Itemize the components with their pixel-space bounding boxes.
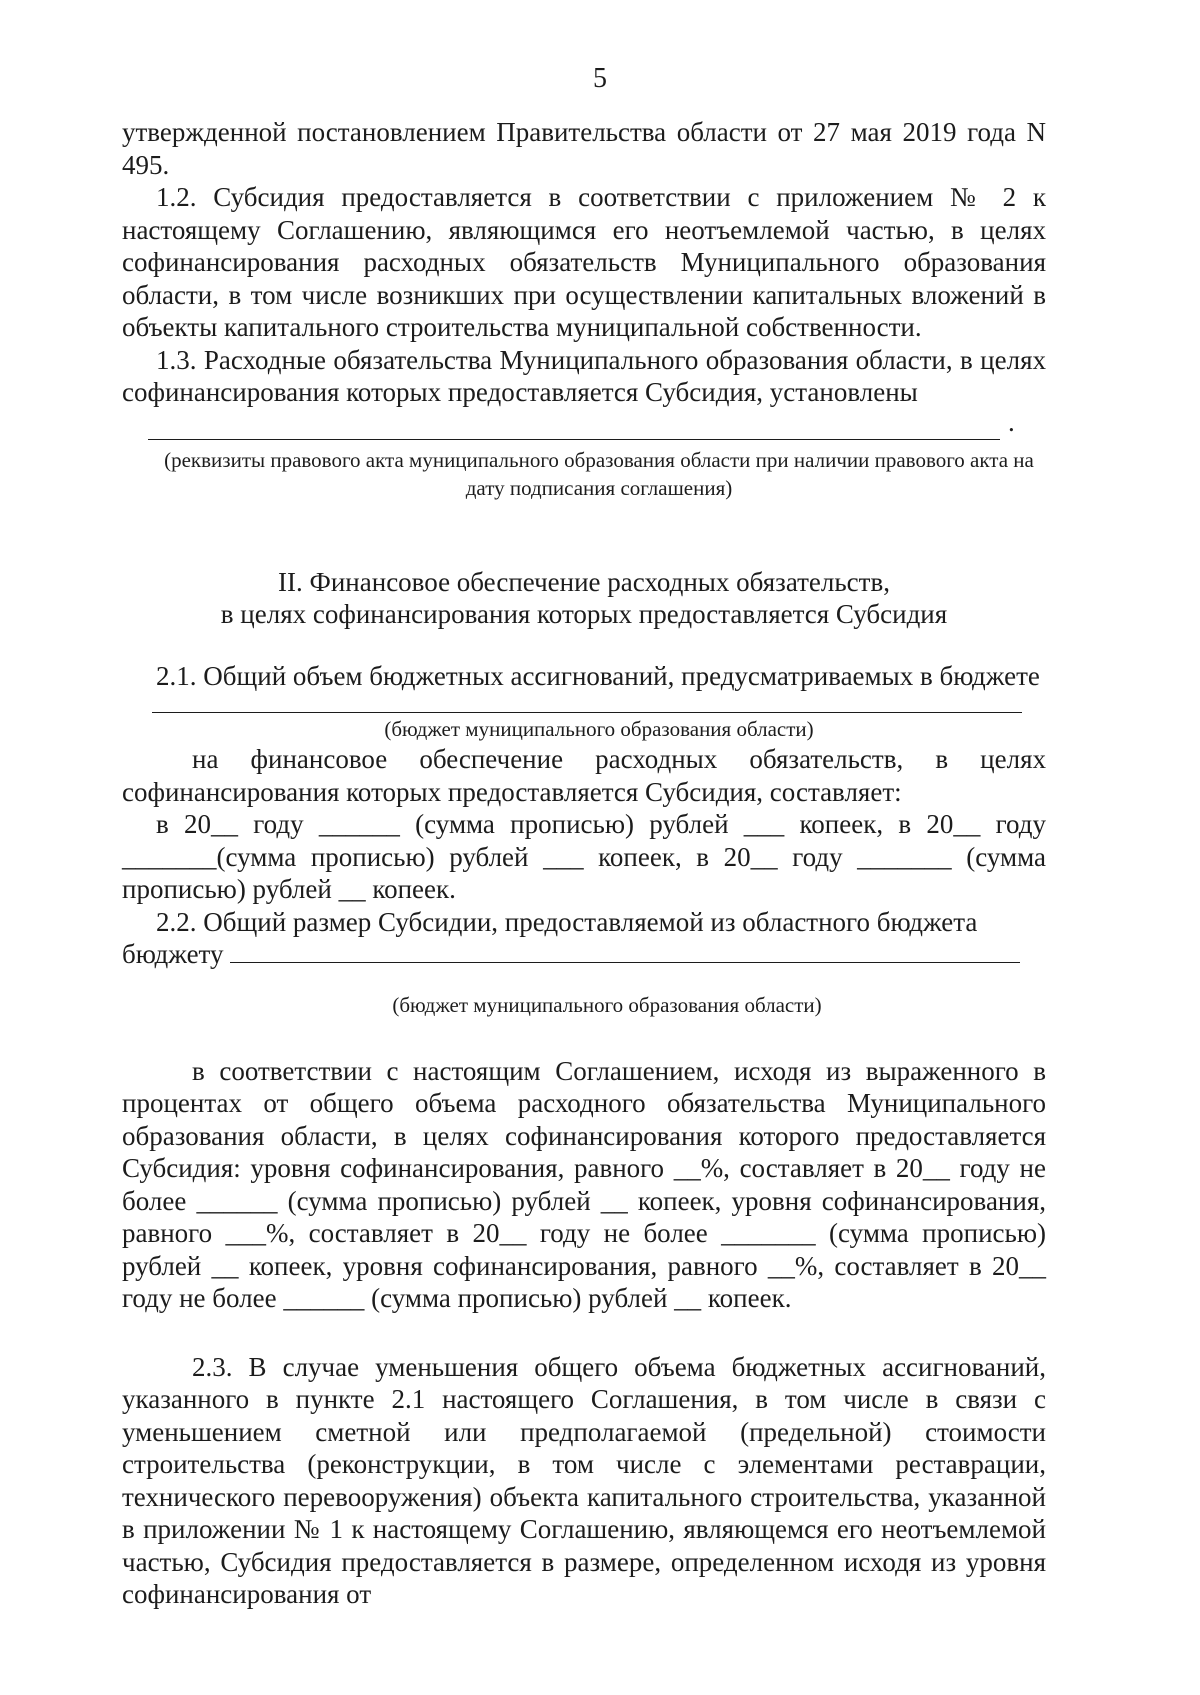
page-number: 5 [593,63,607,94]
paragraph-2-2-word: бюджету [122,939,224,969]
fill-in-line-legal-act [148,409,1000,440]
paragraph-1-3: 1.3. Расходные обязательства Муниципального образования области, в целях софинансирования которых предоставляется Субсидия, установлены [122,344,1046,407]
fill-in-line-recipient-budget [230,940,1020,963]
paragraph-intro: утвержденной постановлением Правительства области от 27 мая 2019 года N 495. [122,117,1046,180]
caption-recipient-budget: (бюджет муниципального образования области) [392,992,822,1017]
paragraph-1-2: 1.2. Субсидия предоставляется в соответствии с приложением № 2 к настоящему Соглашению, являющимся его неотъемлемой частью, в целях софинансирования расходных обязательств Муниципального образования области, в том числе возникших при осуществлении капитальных вложений в объекты капитального строительства муниципальной собственности. [122,182,1046,342]
paragraph-2-1-years: в 20__ году ______ (сумма прописью) рублей ___ копеек, в 20__ году _______(сумма прописью) рублей ___ копеек, в 20__ году _______ (сумма прописью) рублей __ копеек. [122,809,1046,904]
paragraph-2-2: 2.2. Общий размер Субсидии, предоставляемой из областного бюджета [156,906,978,937]
caption-legal-act: (реквизиты правового акта муниципального образования области при наличии правового акта на дату подписания соглашения) [164,447,1034,500]
document-body [122,116,1046,1611]
section-heading-line-2: в целях софинансирования которых предоставляется Субсидия [220,598,948,629]
paragraph-2-3: 2.3. В случае уменьшения общего объема бюджетных ассигнований, указанного в пункте 2.1 настоящего Соглашения, в том числе в связи с уменьшением сметной или предполагаемой (предельной) стоимости строительства (реконструкции, в том числе с элементами реставрации, технического перевооружения) объекта капитального строительства, указанной в приложении № 1 к настоящему Соглашению, являющемся его неотъемлемой частью, Субсидия предоставляется в размере, определенном исходя из уровня софинансирования от [122,1351,1046,1609]
paragraph-2-1: 2.1. Общий объем бюджетных ассигнований, предусматриваемых в бюджете [156,660,1040,691]
paragraph-2-2-line [122,938,1046,971]
fill-in-line-municipal-budget [152,692,1022,713]
paragraph-2-1-continuation: на финансовое обеспечение расходных обязательств, в целях софинансирования которых предоставляется Субсидия, составляет: [122,744,1046,807]
caption-municipal-budget: (бюджет муниципального образования области) [384,717,814,741]
section-heading-line-1: II. Финансовое обеспечение расходных обязательств, [278,566,890,597]
fill-in-line-end-dot: . [1008,406,1015,437]
paragraph-2-2-continuation: в соответствии с настоящим Соглашением, исходя из выраженного в процентах от общего объема расходного обязательства Муниципального образования области, в целях софинансирования которого предоставляется Субсидия: уровня софинансирования, равного __%, составляет в 20__ году не более ______ (сумма прописью) рублей __ копеек, уровня софинансирования, равного ___%, составляет в 20__ году не более _______ (сумма прописью) рублей __ копеек, уровня софинансирования, равного __%, составляет в 20__ году не более ______ (сумма прописью) рублей __ копеек. [122,1055,1046,1313]
